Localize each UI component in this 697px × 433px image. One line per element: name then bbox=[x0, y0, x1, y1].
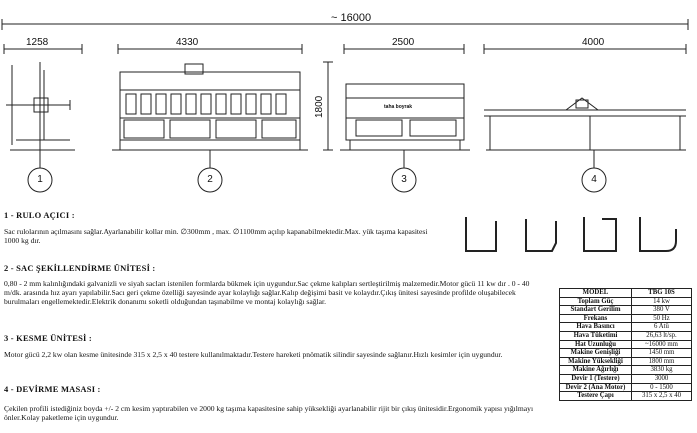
section-body-cutting: Motor gücü 2,2 kw olan kesme ünitesinde 315 x 2,5 x 40 testere kullanılmaktadır.Testere hareketi pnömatik silindir sayesinde sağlanır.Hızlı kesimler için uygundur. bbox=[4, 350, 503, 359]
spec-label: Hat Uzunluğu bbox=[560, 340, 632, 349]
spec-table-row bbox=[560, 392, 692, 401]
spec-label: Devir 2 (Ana Motor) bbox=[560, 383, 632, 392]
table-width-dimension: 4000 bbox=[582, 37, 605, 48]
spec-label: MODEL bbox=[560, 289, 632, 298]
spec-label: Frekans bbox=[560, 314, 632, 323]
spec-table-row bbox=[560, 314, 692, 323]
station-number-2: 2 bbox=[207, 174, 213, 185]
spec-table-row bbox=[560, 331, 692, 340]
machine-line-drawing bbox=[0, 0, 697, 200]
profile-sketches bbox=[452, 207, 688, 263]
spec-value: 50 Hz bbox=[632, 314, 692, 323]
spec-value: ~16000 mm bbox=[632, 340, 692, 349]
section-title-cutting: 3 - KESME ÜNİTESİ : bbox=[4, 333, 92, 343]
section-body-tipping: Çekilen profili istediğiniz boyda +/- 2 cm kesim yaptırabilen ve 2000 kg taşıma kapasitesine sahip yüksekliği ayarlanabilir rijit bir çıkış ünitesidir.Ergonomik yapısı yığılmayı önler.Kolay paketleme için uygundur. bbox=[4, 404, 534, 422]
spec-value: TBG 10S bbox=[632, 289, 692, 298]
spec-table-row bbox=[560, 374, 692, 383]
spec-label: Testere Çapı bbox=[560, 392, 632, 401]
section-title-uncoiler: 1 - RULO AÇICI : bbox=[4, 210, 75, 220]
spec-value: 380 V bbox=[632, 306, 692, 315]
cutting-width-dimension: 2500 bbox=[392, 37, 415, 48]
section-title-tipping: 4 - DEVİRME MASASI : bbox=[4, 384, 101, 394]
spec-label: Makine Genişliği bbox=[560, 349, 632, 358]
spec-value: 315 x 2,5 x 40 bbox=[632, 392, 692, 401]
spec-label: Hava Basıncı bbox=[560, 323, 632, 332]
spec-table bbox=[559, 288, 692, 401]
brand-label: taha boyrak bbox=[384, 104, 413, 110]
total-length-dimension: ~ 16000 bbox=[331, 12, 372, 24]
spec-table-row bbox=[560, 349, 692, 358]
spec-label: Devir 1 (Testere) bbox=[560, 374, 632, 383]
spec-table-row bbox=[560, 366, 692, 375]
spec-table-header-row bbox=[560, 289, 692, 298]
spec-label: Hava Tüketimi bbox=[560, 331, 632, 340]
spec-label: Standart Gerilim bbox=[560, 306, 632, 315]
spec-value: 1450 mm bbox=[632, 349, 692, 358]
spec-table-row bbox=[560, 297, 692, 306]
spec-table-row bbox=[560, 323, 692, 332]
section-body-uncoiler: Sac rulolarının açılmasını sağlar.Ayarlanabilir kollar min. ∅300mm , max. ∅1100mm açılıp kapanabilmektedir.Max. yük taşıma kapasitesi 1000 kg dır. bbox=[4, 227, 428, 245]
station-number-1: 1 bbox=[37, 174, 43, 185]
section-title-forming: 2 - SAC ŞEKİLLENDİRME ÜNİTESİ : bbox=[4, 263, 156, 273]
station-number-4: 4 bbox=[591, 174, 597, 185]
spec-value: 3000 bbox=[632, 374, 692, 383]
spec-value: 14 kw bbox=[632, 297, 692, 306]
spec-value: 3830 kg bbox=[632, 366, 692, 375]
spec-value: 0 - 1500 bbox=[632, 383, 692, 392]
spec-value: 1800 mm bbox=[632, 357, 692, 366]
spec-label: Makine Ağırlığı bbox=[560, 366, 632, 375]
spec-table-row bbox=[560, 383, 692, 392]
section-body-forming: 0,80 - 2 mm kalınlığındaki galvanizli ve siyah sacları istenilen formlarda bükmek için uygundur.Sac çekme kalıpları sertleştirilmiş malzemedir.Motor gücü 11 kw dır . 0 - 40 m/dk. arasında hız ayarı yapılabilir.Sacı geri çekme özelliği sayesinde ayar kolaylığı sağlar.Kalıp değişimi basit ve kolaydır.Çıkış ünitesi sayesinde profilde oluşabilecek burulmaları engellemektedir.Elektrik donanımı soketli olduğundan taşınabilme ve montaj kolaylığı sağlar. bbox=[4, 279, 530, 306]
height-dimension: 1800 bbox=[314, 95, 325, 118]
forming-width-dimension: 4330 bbox=[176, 37, 199, 48]
spec-label: Makine Yüksekliği bbox=[560, 357, 632, 366]
station-number-3: 3 bbox=[401, 174, 407, 185]
spec-label: Toplam Güç bbox=[560, 297, 632, 306]
spec-value: 6 Atü bbox=[632, 323, 692, 332]
spec-table-row bbox=[560, 306, 692, 315]
spec-table-row bbox=[560, 340, 692, 349]
spec-value: 26,63 lt/sp. bbox=[632, 331, 692, 340]
spec-table-row bbox=[560, 357, 692, 366]
uncoiler-width-dimension: 1258 bbox=[26, 37, 49, 48]
